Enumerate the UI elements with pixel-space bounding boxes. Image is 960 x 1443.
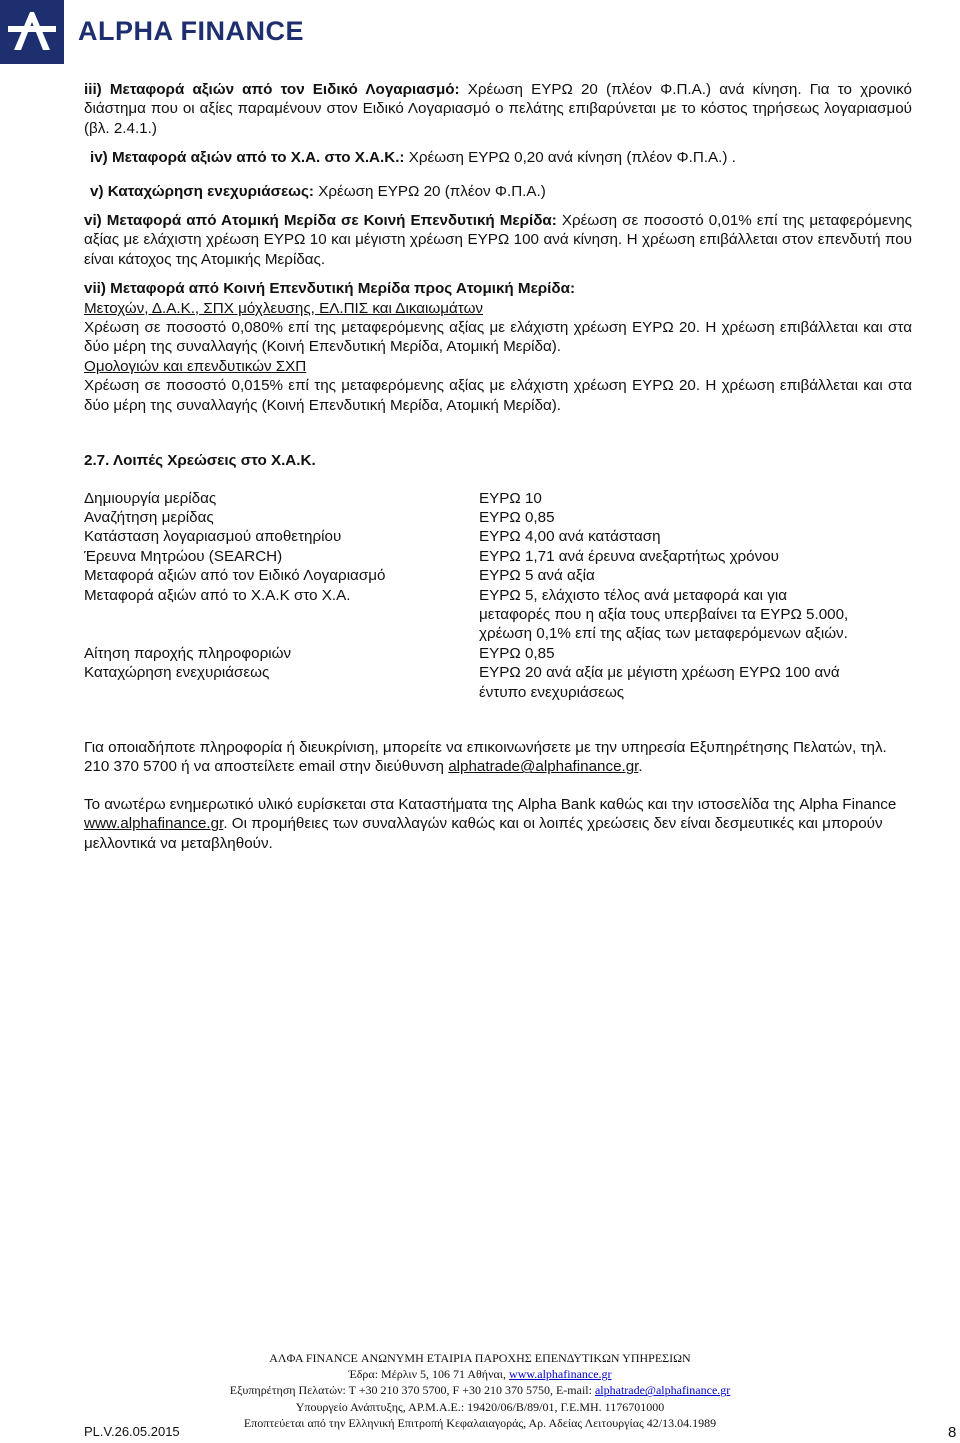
- fee-label: Έρευνα Μητρώου (SEARCH): [84, 547, 283, 565]
- fee-label: Αναζήτηση μερίδας: [84, 508, 214, 526]
- page-footer: [0, 1350, 960, 1431]
- website-link[interactable]: www.alphafinance.gr: [84, 815, 224, 833]
- fee-label: Καταχώρηση ενεχυριάσεως: [84, 664, 270, 682]
- section-iv-title: iv) Μεταφορά αξιών από το Χ.Α. στο Χ.Α.Κ.:: [90, 149, 405, 167]
- section-iii: [84, 80, 912, 138]
- fee-row: [84, 489, 912, 508]
- section-vii-title: vii) Μεταφορά από Κοινή Επενδυτική Μερίδα προς Ατομική Μερίδα:: [84, 280, 576, 298]
- section-vii-sub1: Μετοχών, Δ.Α.Κ., ΣΠΧ μόχλευσης, ΕΛ.ΠΙΣ και Δικαιωμάτων: [84, 299, 484, 317]
- fee-row: [84, 586, 912, 644]
- footer-supervision: Εποπτεύεται από την Ελληνική Επιτροπή Κεφαλαιαγοράς, Αρ. Αδείας Λειτουργίας 42/13.04.1989: [243, 1415, 717, 1430]
- fee-label: Μεταφορά αξιών από το Χ.Α.Κ στο Χ.Α.: [84, 586, 351, 604]
- footer-company-name: ΑΛΦΑ FINANCE ΑΝΩΝΥΜΗ ΕΤΑΙΡΙΑ ΠΑΡΟΧΗΣ ΕΠΕΝΔΥΤΙΚΩΝ ΥΠΗΡΕΣΙΩΝ: [269, 1351, 691, 1365]
- section-vii-sub2: Ομολογιών και επενδυτικών ΣΧΠ: [84, 357, 307, 375]
- section-v-body: Χρέωση ΕΥΡΩ 20 (πλέον Φ.Π.Α.): [313, 182, 546, 200]
- fee-value: ΕΥΡΩ 4,00 ανά κατάσταση: [479, 528, 661, 546]
- document-body: [84, 80, 912, 853]
- fee-value: ΕΥΡΩ 0,85: [479, 644, 555, 662]
- fee-row: [84, 644, 912, 663]
- footer-contact: Εξυπηρέτηση Πελατών: Τ +30 210 370 5700, F +30 210 370 5750, E-mail: alphatrade@alphafinance.gr: [229, 1383, 731, 1398]
- notice-paragraph: Το ανωτέρω ενημερωτικό υλικό ευρίσκεται στα Καταστήματα της Alpha Bank καθώς και την ιστοσελίδα της Alpha Finance www.alphafinance.gr. Οι προμήθειες των συναλλαγών καθώς και οι λοιπές χρεώσεις δεν είναι δεσμευτικές και μπορούν μελλοντικά να μεταβληθούν.: [84, 795, 897, 852]
- fee-value: ΕΥΡΩ 5 ανά αξία: [479, 567, 595, 585]
- section-iii-title: iii) Μεταφορά αξιών από τον Ειδικό Λογαριασμό:: [84, 81, 460, 98]
- logo-wordmark: ALPHA FINANCE: [78, 16, 304, 46]
- alpha-logo-icon: [0, 0, 64, 64]
- fee-label: Κατάσταση λογαριασμού αποθετηρίου: [84, 528, 342, 546]
- document-id: PL.V.26.05.2015: [84, 1424, 180, 1439]
- section-v-title: v) Καταχώρηση ενεχυριάσεως:: [90, 182, 314, 200]
- fee-row: [84, 547, 912, 566]
- contact-paragraph: Για οποιαδήποτε πληροφορία ή διευκρίνιση, μπορείτε να επικοινωνήσετε με την υπηρεσία Εξυπηρέτησης Πελατών, τηλ. 210 370 5700 ή να αποστείλετε email στην διεύθυνση alphatrade@alphafinance.gr.: [84, 738, 887, 776]
- footer-email-link[interactable]: alphatrade@alphafinance.gr: [594, 1383, 731, 1398]
- fee-row: [84, 566, 912, 585]
- section-vi-title: vi) Μεταφορά από Ατομική Μερίδα σε Κοινή Επενδυτική Μερίδα:: [84, 212, 557, 230]
- fee-value: ΕΥΡΩ 10: [479, 489, 542, 507]
- section-vi-body: Χρέωση σε ποσοστό 0,01% επί της μεταφερόμενης αξίας με ελάχιστη χρέωση ΕΥΡΩ 10 και μέγιστη χρέωση ΕΥΡΩ 100 ανά κίνηση. Η χρέωση επιβάλλεται στον επενδυτή που είναι κάτοχος της Ατομικής Μερίδας.: [84, 212, 913, 268]
- other-fees-heading: 2.7. Λοιπές Χρεώσεις στο Χ.Α.Κ.: [84, 452, 316, 470]
- footer-website-link[interactable]: www.alphafinance.gr: [509, 1367, 612, 1382]
- section-v: [84, 182, 912, 201]
- fee-value: ΕΥΡΩ 20 ανά αξία με μέγιστη χρέωση ΕΥΡΩ 100 ανά έντυπο ενεχυριάσεως: [479, 664, 840, 701]
- section-vii-sub1-body: Χρέωση σε ποσοστό 0,080% επί της μεταφερόμενης αξίας με ελάχιστη χρέωση ΕΥΡΩ 20. Η χρέωση επιβάλλεται και στα δύο μέρη της συναλλαγής (Κοινή Επενδυτική Μερίδα, Ατομική Μερίδα).: [84, 319, 912, 356]
- fee-row: [84, 508, 912, 527]
- fee-value: ΕΥΡΩ 1,71 ανά έρευνα ανεξαρτήτως χρόνου: [479, 547, 779, 565]
- footer-registration: Υπουργείο Ανάπτυξης, ΑΡ.Μ.Α.Ε.: 19420/06/Β/89/01, Γ.Ε.ΜΗ. 1176701000: [295, 1399, 665, 1414]
- section-iv-body: Χρέωση ΕΥΡΩ 0,20 ανά κίνηση (πλέον Φ.Π.Α.) .: [404, 149, 736, 167]
- fee-value: ΕΥΡΩ 5, ελάχιστο τέλος ανά μεταφορά και για μεταφορές που η αξία τους υπερβαίνει τα ΕΥΡΩ 5.000, χρέωση 0,1% επί της αξίας των μεταφερόμενων αξιών.: [479, 586, 849, 643]
- fees-table: [84, 489, 912, 702]
- fee-row: [84, 663, 912, 702]
- fee-label: Δημιουργία μερίδας: [84, 489, 217, 507]
- section-vii-sub2-body: Χρέωση σε ποσοστό 0,015% επί της μεταφερόμενης αξίας με ελάχιστη χρέωση ΕΥΡΩ 20. Η χρέωση επιβάλλεται και στα δύο μέρη της συναλλαγής (Κοινή Επενδυτική Μερίδα, Ατομική Μερίδα).: [84, 377, 912, 414]
- fee-label: Αίτηση παροχής πληροφοριών: [84, 644, 292, 662]
- section-iv: [84, 148, 912, 167]
- fee-row: [84, 527, 912, 546]
- fee-label: Μεταφορά αξιών από τον Ειδικό Λογαριασμό: [84, 567, 386, 585]
- section-iii-body: Χρέωση ΕΥΡΩ 20 (πλέον Φ.Π.Α.) ανά κίνηση. Για το χρονικό διάστημα που οι αξίες παραμένουν στον Ειδικό Λογαριασμό ο πελάτης επιβαρύνεται με το κόστος τηρήσεως λογαριασμού (βλ. 2.4.1.): [84, 81, 912, 137]
- fee-value: ΕΥΡΩ 0,85: [479, 508, 555, 526]
- page-number: 8: [948, 1424, 957, 1441]
- section-vi: [84, 211, 912, 269]
- footer-address: Έδρα: Μέρλιν 5, 106 71 Αθήναι, www.alphafinance.gr: [348, 1367, 612, 1382]
- contact-email-link[interactable]: alphatrade@alphafinance.gr: [448, 758, 639, 776]
